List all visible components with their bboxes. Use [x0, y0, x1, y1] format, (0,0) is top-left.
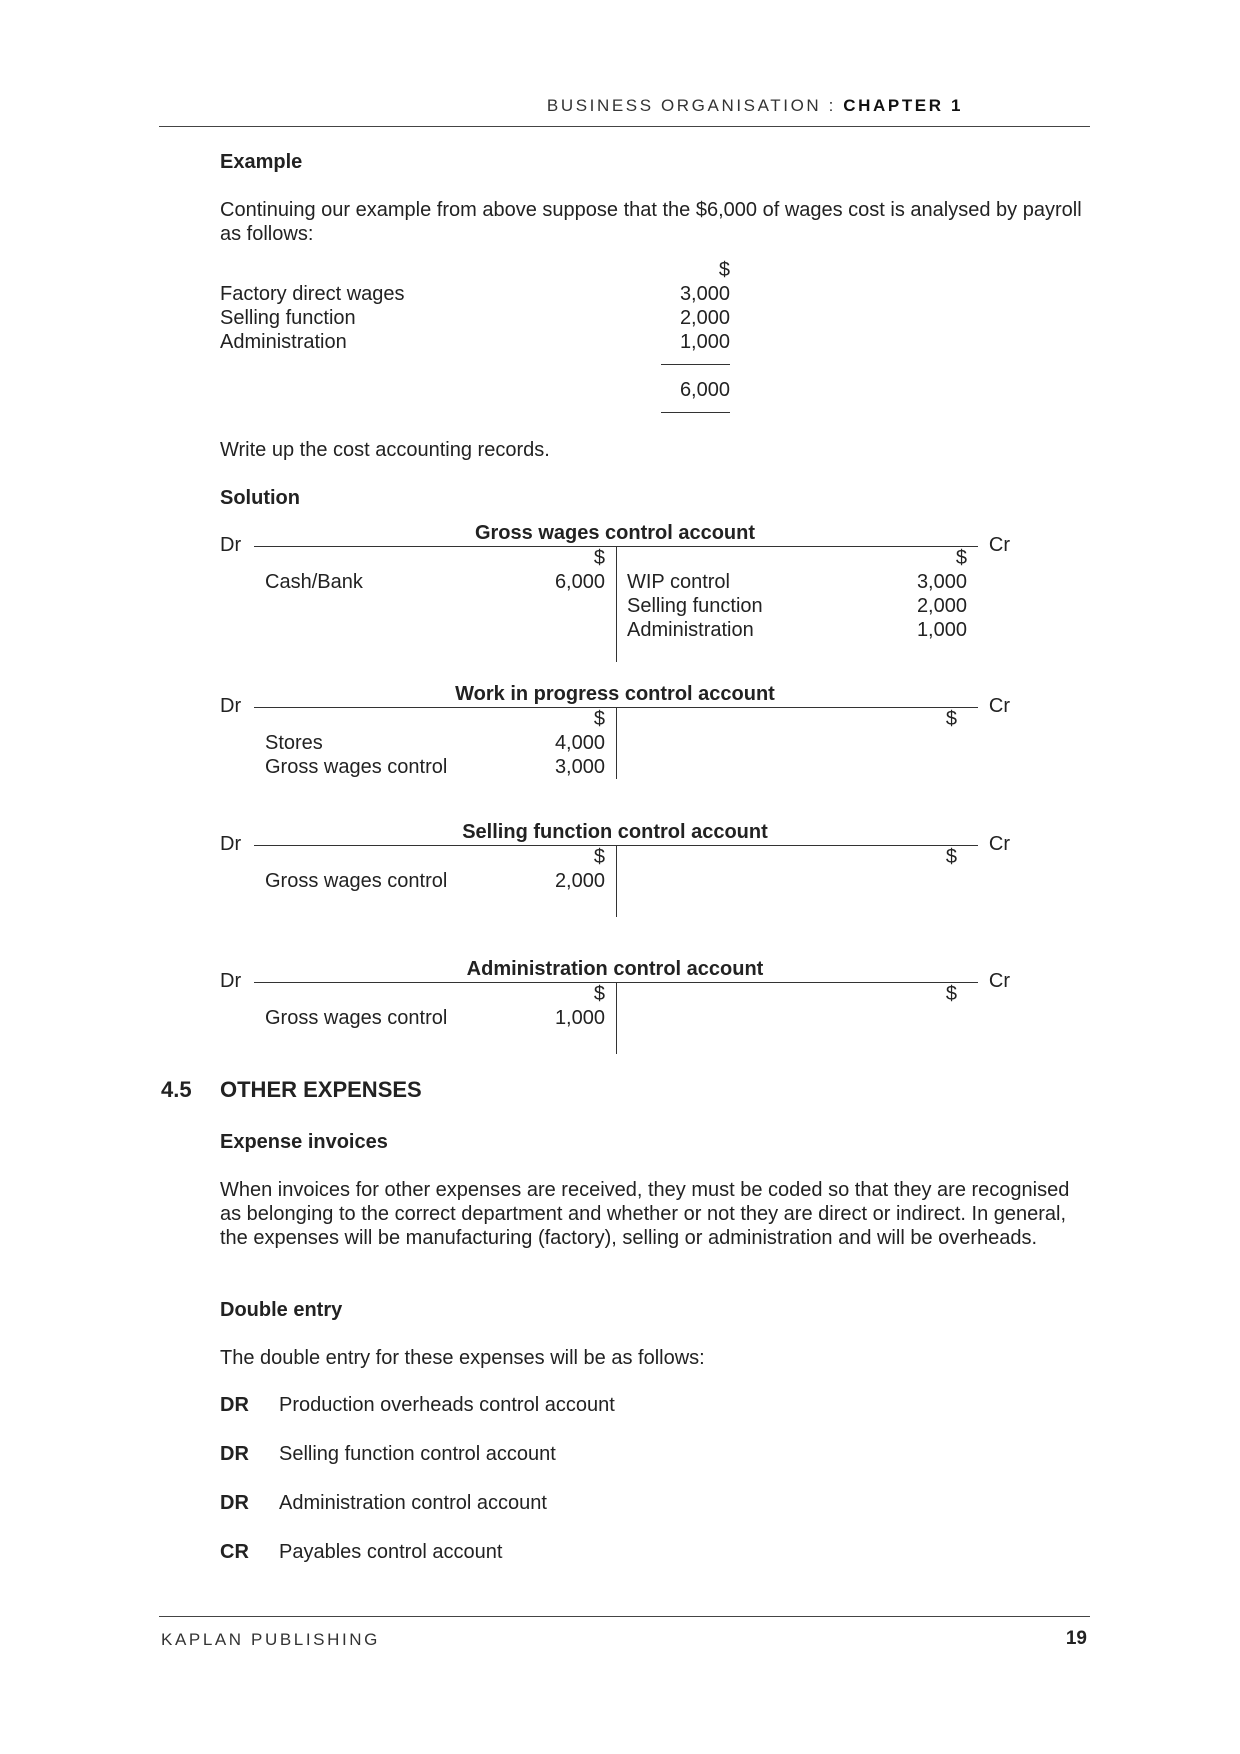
example-row-amount: 2,000 [679, 307, 730, 329]
entry-text: Payables control account [279, 1541, 503, 1563]
debit-entry-label: Gross wages control [265, 756, 448, 778]
dr-label: Dr [220, 695, 242, 717]
example-row-amount: 1,000 [679, 331, 730, 353]
header-chapter: CHAPTER 1 [843, 96, 963, 115]
t-account-divider [616, 845, 617, 917]
debit-entry-amount: 6,000 [554, 571, 605, 593]
credit-currency: $ [955, 547, 967, 569]
entry-code: DR [220, 1394, 249, 1416]
dr-label: Dr [220, 534, 242, 556]
debit-currency: $ [593, 983, 605, 1005]
running-header [547, 96, 963, 116]
paragraph-double-entry: The double entry for these expenses will be as follows: [220, 1347, 705, 1369]
page-number: 19 [1065, 1628, 1087, 1649]
example-row-label: Selling function [220, 307, 356, 329]
cr-label: Cr [988, 970, 1010, 992]
example-currency: $ [718, 259, 730, 281]
credit-currency: $ [945, 708, 957, 730]
example-total: 6,000 [679, 379, 730, 401]
debit-entry-amount: 3,000 [554, 756, 605, 778]
debit-entry-amount: 1,000 [554, 1007, 605, 1029]
debit-currency: $ [593, 708, 605, 730]
t-account-gross-wages [220, 522, 1010, 642]
credit-entry-amount: 1,000 [916, 619, 967, 641]
credit-entry-amount: 3,000 [916, 571, 967, 593]
subheading-double-entry: Double entry [220, 1299, 343, 1321]
credit-currency: $ [945, 846, 957, 868]
debit-entry-label: Gross wages control [265, 1007, 448, 1029]
section-number: 4.5 [161, 1077, 192, 1102]
t-account-administration [220, 958, 1010, 1058]
example-row-label: Administration [220, 331, 347, 353]
example-row-amount: 3,000 [679, 283, 730, 305]
t-account-title: Work in progress control account [455, 683, 775, 705]
debit-entry-label: Gross wages control [265, 870, 448, 892]
debit-entry-amount: 4,000 [554, 732, 605, 754]
cr-label: Cr [988, 833, 1010, 855]
t-account-title: Selling function control account [462, 821, 768, 843]
dr-label: Dr [220, 970, 242, 992]
credit-entry-label: Selling function [627, 595, 763, 617]
double-entry-line [220, 1394, 615, 1417]
debit-entry-label: Cash/Bank [265, 571, 363, 593]
t-account-divider [616, 982, 617, 1054]
entry-text: Selling function control account [279, 1443, 556, 1465]
t-account-wip [220, 683, 1010, 783]
header-section: BUSINESS ORGANISATION : [546, 96, 836, 115]
section-title: OTHER EXPENSES [220, 1077, 422, 1102]
credit-entry-amount: 2,000 [916, 595, 967, 617]
example-task: Write up the cost accounting records. [220, 439, 550, 461]
footer-rule [159, 1616, 1090, 1617]
entry-code: CR [220, 1541, 249, 1563]
t-account-selling [220, 821, 1010, 921]
credit-entry-label: WIP control [627, 571, 730, 593]
entry-code: DR [220, 1443, 249, 1465]
t-account-title: Gross wages control account [474, 522, 756, 544]
dr-label: Dr [220, 833, 242, 855]
entry-text: Administration control account [279, 1492, 547, 1514]
paragraph-expense-invoices: When invoices for other expenses are received, they must be coded so that they are recognised as belonging to the correct department and whether or not they are direct or indirect. In general, the expenses will be manufacturing (factory), selling or administration and will be overheads. [220, 1179, 1070, 1249]
entry-text: Production overheads control account [279, 1394, 615, 1416]
credit-currency: $ [945, 983, 957, 1005]
double-entry-line [220, 1443, 556, 1466]
footer-publisher: KAPLAN PUBLISHING [161, 1630, 380, 1649]
entry-code: DR [220, 1492, 249, 1514]
subheading-expense-invoices: Expense invoices [220, 1131, 388, 1153]
example-heading: Example [220, 151, 303, 173]
t-account-title: Administration control account [466, 958, 764, 980]
credit-entry-label: Administration [627, 619, 754, 641]
debit-entry-label: Stores [265, 732, 323, 754]
t-account-divider [616, 707, 617, 779]
cr-label: Cr [988, 695, 1010, 717]
example-intro: Continuing our example from above suppose that the $6,000 of wages cost is analysed by payroll as follows: [220, 199, 1082, 245]
example-row-label: Factory direct wages [220, 283, 405, 305]
double-entry-line [220, 1492, 547, 1515]
total-rule [661, 412, 730, 413]
t-account-divider [616, 546, 617, 662]
header-rule [159, 126, 1090, 127]
subtotal-rule [661, 364, 730, 365]
solution-heading: Solution [220, 487, 300, 509]
double-entry-line [220, 1541, 502, 1564]
cr-label: Cr [988, 534, 1010, 556]
debit-entry-amount: 2,000 [554, 870, 605, 892]
debit-currency: $ [593, 547, 605, 569]
debit-currency: $ [593, 846, 605, 868]
